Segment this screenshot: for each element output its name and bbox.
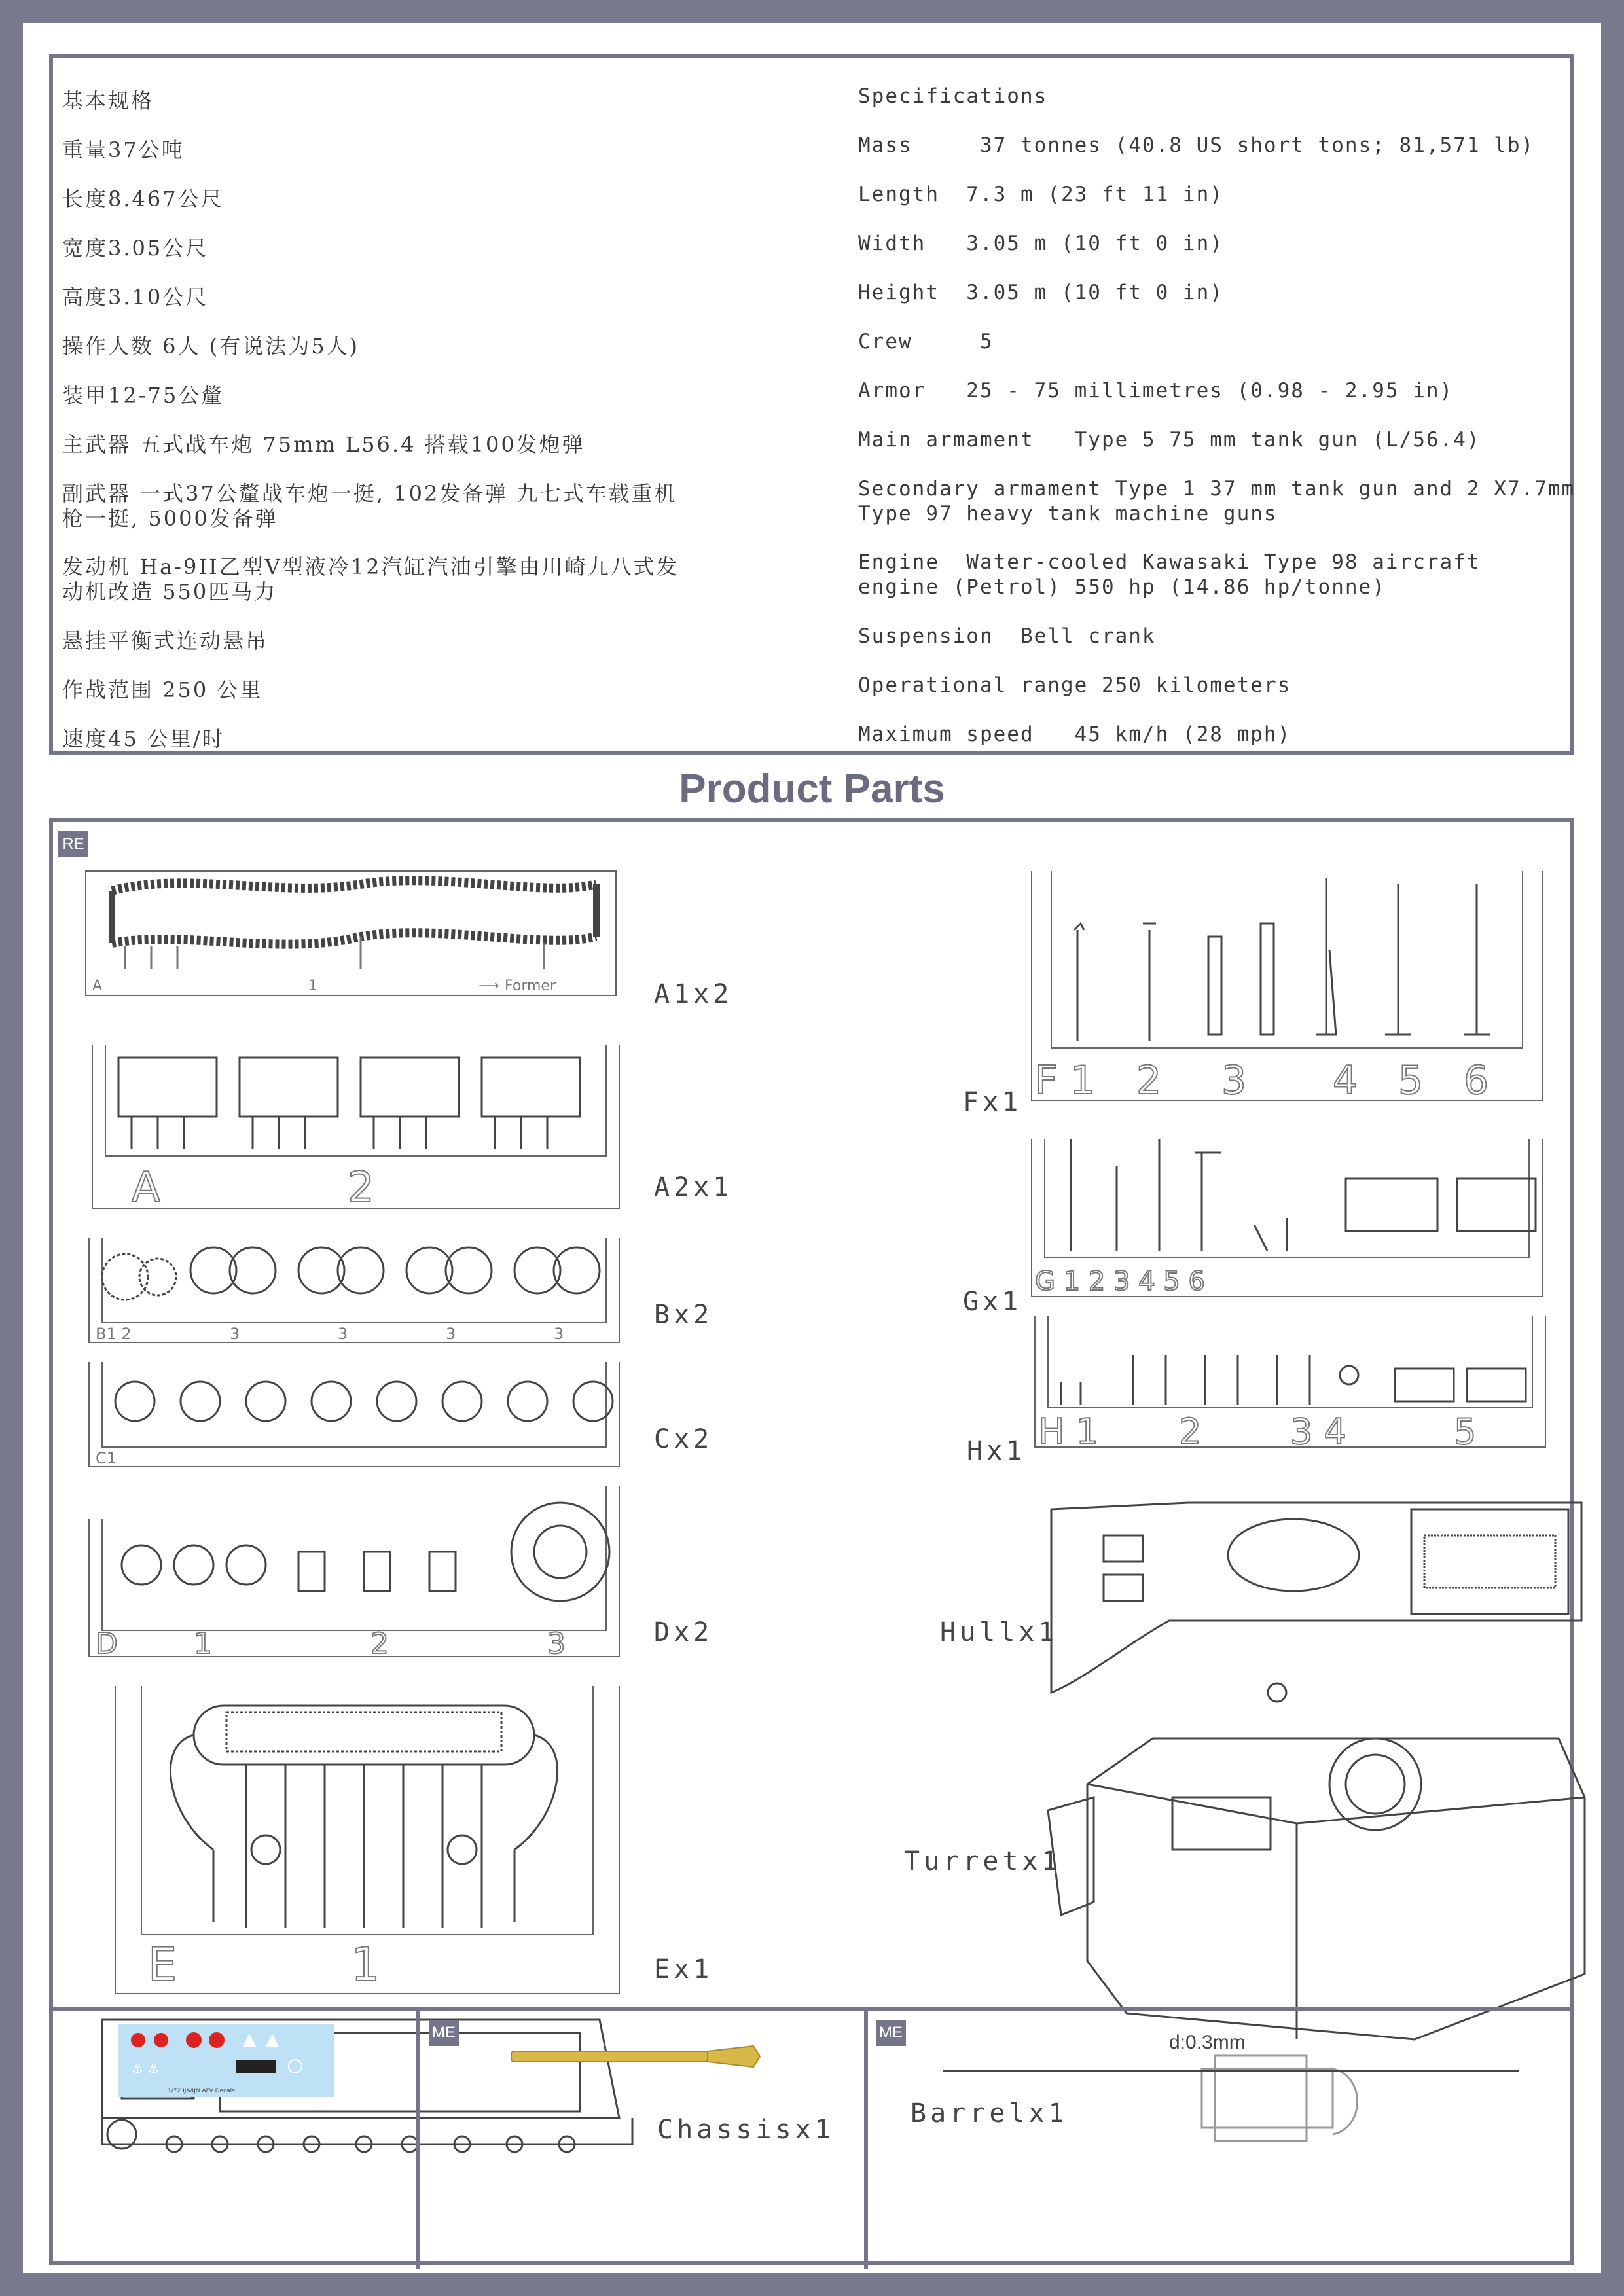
svg-text:3: 3 xyxy=(554,1325,564,1343)
barrel-metal-cell xyxy=(420,2011,868,2269)
part-label-hull: Hullx1 xyxy=(940,1617,1058,1647)
spec-en: Armor 25 - 75 millimetres (0.98 - 2.95 in) xyxy=(858,379,1454,403)
spec-en: Maximum speed 45 km/h (28 mph) xyxy=(858,723,1291,746)
part-label-d: Dx2 xyxy=(654,1617,713,1647)
sprue-h-drawing xyxy=(1035,1316,1559,1454)
svg-text:1: 1 xyxy=(194,1627,212,1660)
sprue-a1-drawing xyxy=(86,871,623,1002)
sprue-c-drawing xyxy=(89,1362,632,1473)
svg-text:⚓ ⚓: ⚓ ⚓ xyxy=(132,2060,160,2076)
svg-text:5: 5 xyxy=(1398,1058,1424,1103)
svg-text:⟶: ⟶ xyxy=(478,978,499,994)
decal-sheet-image xyxy=(118,2024,334,2097)
part-label-e: Ex1 xyxy=(654,1954,713,1984)
spec-header-cn: 基本规格 xyxy=(62,88,154,113)
spec-en: Main armament Type 5 75 mm tank gun (L/56.4) xyxy=(858,428,1481,452)
spec-cn: 动机改造 550匹马力 xyxy=(62,579,278,604)
svg-text:A: A xyxy=(92,978,103,994)
sprue-a2-drawing xyxy=(92,1045,629,1215)
part-label-g: Gx1 xyxy=(963,1287,1022,1317)
decal-caption: 1/72 IJA/IJN AFV Decals xyxy=(168,2088,235,2094)
spec-cn: 长度8.467公尺 xyxy=(62,187,224,211)
spec-cn: 速度45 公里/时 xyxy=(62,726,225,751)
decal-cell xyxy=(53,2011,420,2269)
svg-text:3: 3 xyxy=(446,1325,456,1343)
sprue-d-drawing xyxy=(89,1486,632,1663)
svg-text:1: 1 xyxy=(308,978,317,994)
part-label-b: Bx2 xyxy=(654,1300,713,1330)
specifications-table xyxy=(49,54,1574,755)
former-text: Former xyxy=(505,978,556,994)
svg-text:1: 1 xyxy=(351,1938,380,1992)
spec-header-en: Specifications xyxy=(858,84,1048,108)
resin-tag: RE xyxy=(58,831,88,857)
part-label-f: Fx1 xyxy=(963,1087,1022,1117)
metal-tag: ME xyxy=(429,2020,459,2046)
svg-text:E: E xyxy=(148,1938,177,1992)
sprue-f-drawing xyxy=(1032,871,1555,1107)
spec-en: engine (Petrol) 550 hp (14.86 hp/tonne) xyxy=(858,575,1386,599)
spec-cn: 悬挂平衡式连动悬吊 xyxy=(62,628,269,653)
hull-drawing xyxy=(1045,1496,1595,1693)
svg-text:3: 3 xyxy=(338,1325,348,1343)
sprue-e-drawing xyxy=(115,1686,626,2000)
svg-text:F 1: F 1 xyxy=(1035,1058,1095,1103)
spec-cn: 操作人数 6人 (有说法为5人) xyxy=(62,334,360,359)
svg-text:A: A xyxy=(132,1164,160,1212)
sprue-b-drawing xyxy=(89,1238,632,1349)
metal-barrel-part xyxy=(511,2037,773,2076)
spec-en: Width 3.05 m (10 ft 0 in) xyxy=(858,232,1223,255)
svg-text:6: 6 xyxy=(1464,1058,1489,1103)
svg-text:3: 3 xyxy=(230,1325,240,1343)
wire-diameter-label: d:0.3mm xyxy=(1169,2032,1246,2053)
spec-cn: 重量37公吨 xyxy=(62,137,185,162)
svg-text:2: 2 xyxy=(1136,1058,1162,1103)
turret-drawing xyxy=(1048,1699,1598,2046)
accessories-row xyxy=(53,2007,1570,2269)
part-label-barrel: Barrelx1 xyxy=(911,2098,1068,2128)
svg-text:2: 2 xyxy=(1179,1411,1202,1452)
spec-en: Engine Water-cooled Kawasaki Type 98 aircraft xyxy=(858,550,1481,574)
svg-text:D: D xyxy=(96,1627,118,1660)
spec-en: Crew 5 xyxy=(858,330,994,353)
svg-text:4: 4 xyxy=(1333,1058,1358,1103)
spec-cn: 作战范围 250 公里 xyxy=(62,677,263,702)
spec-cn: 高度3.10公尺 xyxy=(62,285,209,310)
spec-en: Secondary armament Type 1 37 mm tank gun and 2 X7.7mm xyxy=(858,477,1576,501)
part-label-turret: Turretx1 xyxy=(904,1846,1062,1876)
spec-en: Suspension Bell crank xyxy=(858,624,1156,648)
spec-cn: 宽度3.05公尺 xyxy=(62,236,209,260)
spec-cn: 副武器 一式37公釐战车炮一挺, 102发备弹 九七式车载重机 xyxy=(62,481,677,506)
spec-en: Height 3.05 m (10 ft 0 in) xyxy=(858,281,1223,304)
spec-cn: 发动机 Ha-9II乙型V型液冷12汽缸汽油引擎由川崎九八式发 xyxy=(62,554,679,579)
svg-text:H 1: H 1 xyxy=(1038,1411,1099,1452)
instruction-sheet xyxy=(23,23,1601,2273)
part-label-chassis: Chassisx1 xyxy=(657,2115,835,2145)
spec-en: Operational range 250 kilometers xyxy=(858,673,1291,697)
wire-cell xyxy=(868,2011,1574,2269)
part-label-a1: A1x2 xyxy=(654,979,733,1009)
svg-text:3: 3 xyxy=(1221,1058,1247,1103)
spec-cn: 装甲12-75公釐 xyxy=(62,383,225,408)
decal-markings-icon xyxy=(118,2024,334,2097)
svg-text:2: 2 xyxy=(348,1164,374,1212)
spec-en: Type 97 heavy tank machine guns xyxy=(858,502,1278,526)
spec-en: Length 7.3 m (23 ft 11 in) xyxy=(858,183,1223,206)
product-parts-panel xyxy=(49,818,1574,2265)
wire-line xyxy=(943,2070,1519,2072)
part-label-c: Cx2 xyxy=(654,1424,713,1454)
part-label-h: Hx1 xyxy=(967,1436,1026,1466)
spec-cn: 主武器 五式战车炮 75mm L56.4 搭载100发炮弹 xyxy=(62,432,585,457)
svg-text:2: 2 xyxy=(370,1627,389,1660)
svg-text:C1: C1 xyxy=(96,1449,117,1467)
metal-wire-tag: ME xyxy=(876,2020,906,2046)
svg-text:B1 2: B1 2 xyxy=(96,1325,132,1343)
svg-text:3 4: 3 4 xyxy=(1290,1411,1346,1452)
spec-cn: 枪一挺, 5000发备弹 xyxy=(62,506,278,531)
spec-en: Mass 37 tonnes (40.8 US short tons; 81,571 lb) xyxy=(858,134,1535,157)
page-title: Product Parts xyxy=(679,766,945,812)
sprue-g-drawing xyxy=(1032,1139,1555,1303)
svg-text:G 1 2 3 4 5 6: G 1 2 3 4 5 6 xyxy=(1035,1266,1205,1297)
svg-text:5: 5 xyxy=(1454,1411,1477,1452)
svg-text:3: 3 xyxy=(547,1627,566,1660)
part-label-a2: A2x1 xyxy=(654,1172,733,1202)
